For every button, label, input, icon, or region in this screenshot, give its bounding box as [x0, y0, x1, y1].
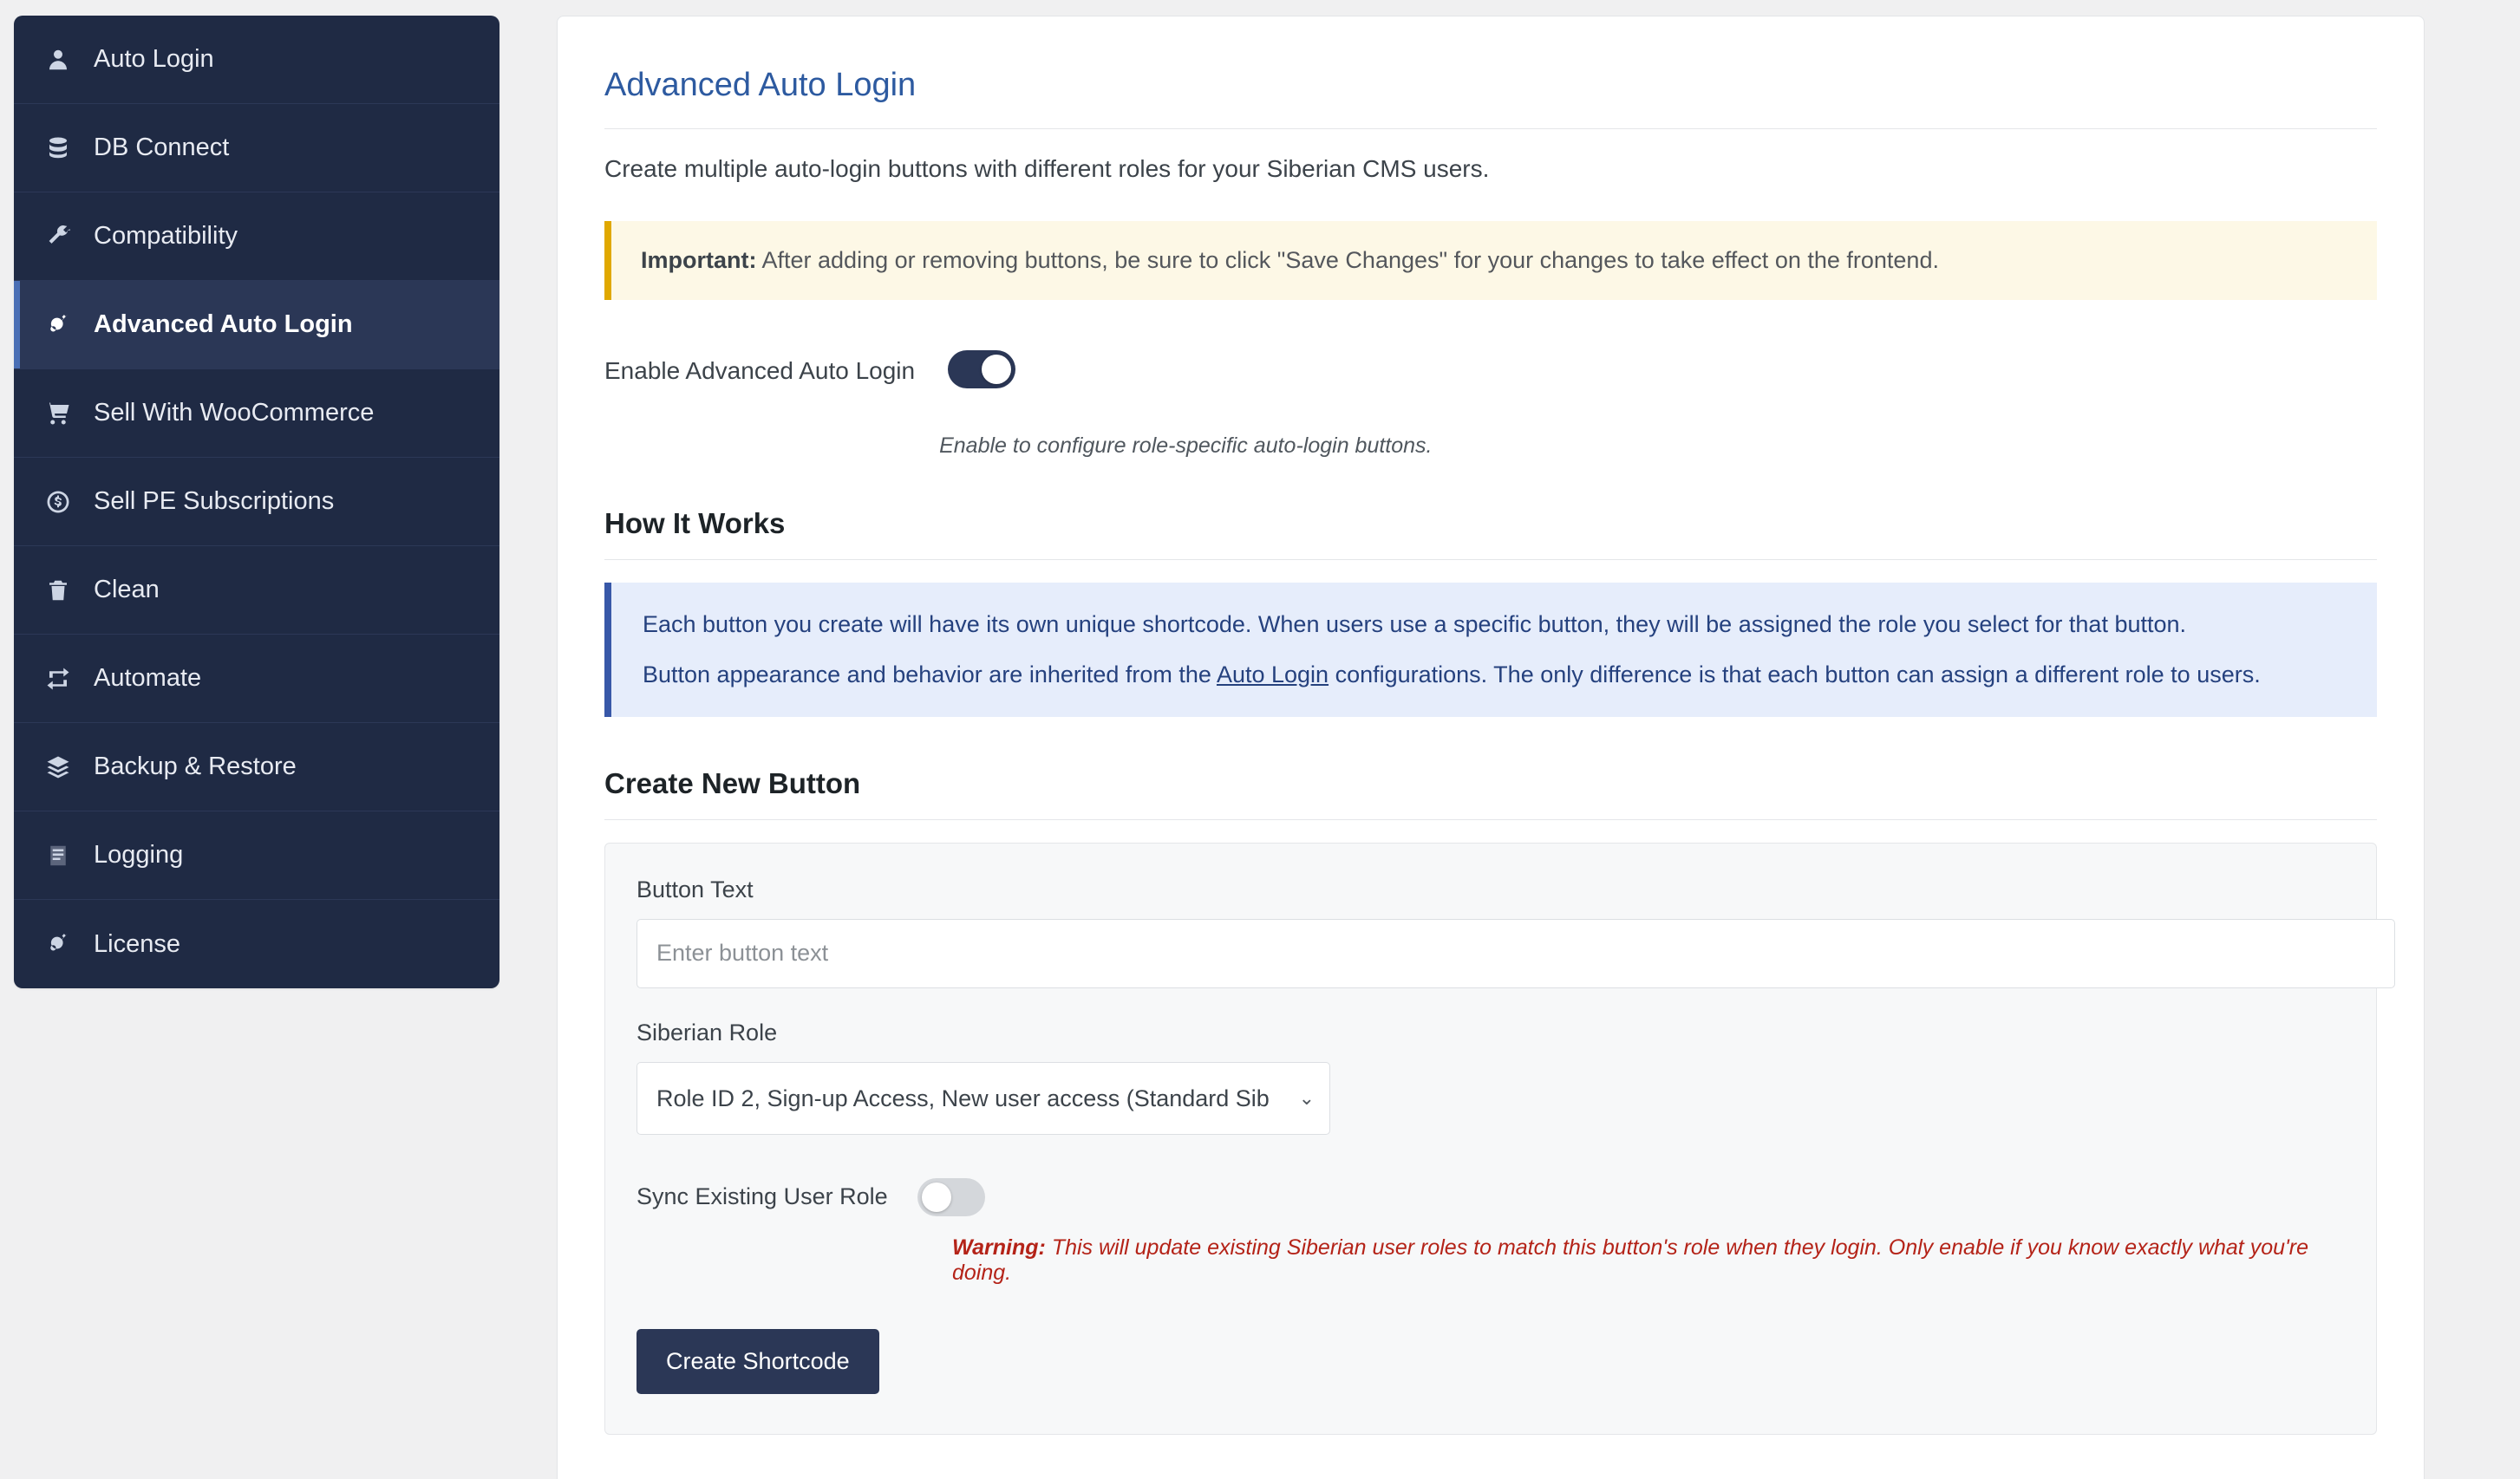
sidebar-item-label: Logging — [94, 841, 184, 869]
enable-advanced-auto-login-row — [604, 350, 2377, 459]
toggle-knob — [922, 1183, 951, 1212]
sidebar-item-db-connect[interactable] — [14, 104, 499, 192]
enable-advanced-auto-login-toggle[interactable] — [948, 350, 1015, 388]
important-notice-label: Important: — [641, 247, 757, 273]
list-icon — [43, 841, 73, 870]
user-icon — [43, 45, 73, 75]
sidebar-item-sell-with-woocommerce[interactable] — [14, 369, 499, 458]
sidebar-item-label: Auto Login — [94, 45, 214, 73]
cart-icon — [43, 399, 73, 428]
sidebar-item-sell-pe-subscriptions[interactable] — [14, 458, 499, 546]
sidebar-item-label: Clean — [94, 576, 160, 603]
sidebar-item-label: License — [94, 929, 180, 958]
sync-existing-user-role-toggle[interactable] — [917, 1178, 985, 1216]
trash-icon — [43, 576, 73, 605]
sidebar — [14, 16, 499, 988]
important-notice — [604, 221, 2377, 300]
how-it-works-line-1: Each button you create will have its own unique shortcode. When users use a specific button, they will be assigned the role you select for that button. — [643, 611, 2187, 637]
enable-advanced-auto-login-label: Enable Advanced Auto Login — [604, 357, 916, 384]
sidebar-item-backup-restore[interactable] — [14, 723, 499, 811]
sync-warning-text: This will update existing Siberian user roles to match this button's role when they login. Only enable if you know exactly what you're doing. — [952, 1235, 2309, 1285]
siberian-role-select[interactable] — [637, 1062, 1330, 1135]
sidebar-item-compatibility[interactable] — [14, 192, 499, 281]
important-notice-text: After adding or removing buttons, be sure to click "Save Changes" for your changes to take effect on the frontend. — [756, 247, 1939, 273]
sidebar-item-advanced-auto-login[interactable] — [14, 281, 499, 369]
toggle-knob — [982, 355, 1011, 384]
button-text-input[interactable] — [637, 919, 2395, 988]
how-it-works-line-2-before: Button appearance and behavior are inherited from the — [643, 661, 1217, 688]
sidebar-item-logging[interactable] — [14, 811, 499, 900]
how-it-works-heading: How It Works — [604, 507, 2377, 560]
create-new-button-heading: Create New Button — [604, 767, 2377, 820]
button-text-label: Button Text — [637, 876, 754, 902]
sidebar-item-auto-login[interactable] — [14, 16, 499, 104]
repeat-icon — [43, 664, 73, 694]
enable-advanced-auto-login-help: Enable to configure role-specific auto-login buttons. — [939, 433, 1433, 458]
sync-warning — [952, 1235, 2345, 1286]
how-it-works-line-2-after: configurations. The only difference is that each button can assign a different role to users. — [1329, 661, 2261, 688]
page-intro: Create multiple auto-login buttons with different roles for your Siberian CMS users. — [604, 155, 1490, 182]
enable-toggle-stack — [939, 350, 1433, 459]
how-it-works-notice — [604, 583, 2377, 717]
key-icon — [43, 929, 73, 959]
how-it-works-line-2 — [643, 659, 2346, 690]
sync-existing-user-role-label: Sync Existing User Role — [637, 1183, 888, 1210]
wrench-icon — [43, 222, 73, 251]
sidebar-item-label: Backup & Restore — [94, 753, 297, 780]
siberian-role-label: Siberian Role — [637, 1019, 778, 1046]
sidebar-item-label: Automate — [94, 664, 202, 692]
sidebar-item-label: Sell With WooCommerce — [94, 399, 375, 427]
key-icon — [43, 310, 73, 340]
main-panel — [557, 16, 2425, 1479]
siberian-role-select-wrap — [637, 1062, 1330, 1135]
sidebar-item-clean[interactable] — [14, 546, 499, 635]
create-shortcode-button[interactable]: Create Shortcode — [637, 1329, 879, 1394]
sync-warning-label: Warning: — [952, 1235, 1046, 1260]
database-icon — [43, 134, 73, 163]
dollar-circle-icon — [43, 487, 73, 517]
sidebar-item-automate[interactable] — [14, 635, 499, 723]
create-new-button-card — [604, 843, 2377, 1435]
sidebar-item-label: Advanced Auto Login — [94, 310, 353, 338]
page-title: Advanced Auto Login — [604, 67, 2377, 129]
auto-login-link[interactable]: Auto Login — [1216, 661, 1329, 688]
chevron-down-icon: ⌄ — [1298, 1086, 1315, 1109]
sidebar-item-label: Sell PE Subscriptions — [94, 487, 335, 515]
sync-existing-user-role-row — [637, 1178, 2345, 1216]
sidebar-item-label: Compatibility — [94, 222, 238, 250]
sidebar-item-label: DB Connect — [94, 134, 230, 161]
layers-icon — [43, 753, 73, 782]
sidebar-item-license[interactable] — [14, 900, 499, 988]
